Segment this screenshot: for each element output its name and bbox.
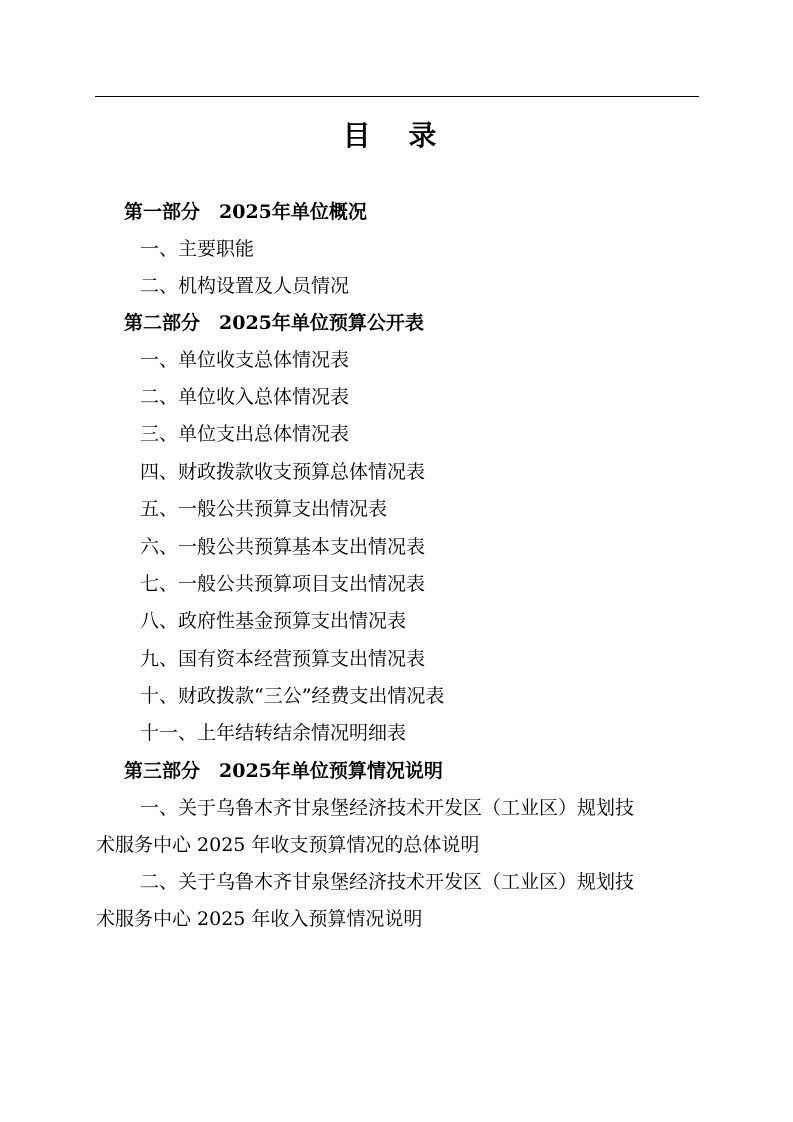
toc-paragraph-2-line-1[interactable]: 二、关于乌鲁木齐甘泉堡经济技术开发区（工业区）规划技 [140,871,635,893]
page-title: 目 录 [342,119,451,152]
toc-item[interactable]: 六、一般公共预算基本支出情况表 [140,536,426,558]
toc-item[interactable]: 二、单位收入总体情况表 [140,386,350,408]
toc-paragraph-2-line-2[interactable]: 术服务中心 2025 年收入预算情况说明 [96,908,423,930]
toc-item[interactable]: 四、财政拨款收支预算总体情况表 [140,461,426,483]
toc-item[interactable]: 七、一般公共预算项目支出情况表 [140,573,426,595]
toc-item[interactable]: 一、单位收支总体情况表 [140,349,350,371]
header-rule [95,96,699,97]
toc-part-3-heading[interactable]: 第三部分 2025年单位预算情况说明 [124,760,443,782]
toc-item[interactable]: 十一、上年结转结余情况明细表 [140,722,407,744]
toc-paragraph-1-line-2[interactable]: 术服务中心 2025 年收支预算情况的总体说明 [96,834,480,856]
toc-item[interactable]: 三、单位支出总体情况表 [140,423,350,445]
toc-item[interactable]: 二、机构设置及人员情况 [140,275,350,297]
toc-item[interactable]: 十、财政拨款“三公”经费支出情况表 [140,685,445,707]
toc-paragraph-1-line-1[interactable]: 一、关于乌鲁木齐甘泉堡经济技术开发区（工业区）规划技 [140,797,635,819]
toc-item[interactable]: 一、主要职能 [140,238,255,260]
toc-item[interactable]: 九、国有资本经营预算支出情况表 [140,648,426,670]
toc-part-1-heading[interactable]: 第一部分 2025年单位概况 [124,201,367,223]
toc-part-2-heading[interactable]: 第二部分 2025年单位预算公开表 [124,312,424,334]
toc-item[interactable]: 五、一般公共预算支出情况表 [140,498,388,520]
toc-item[interactable]: 八、政府性基金预算支出情况表 [140,610,407,632]
